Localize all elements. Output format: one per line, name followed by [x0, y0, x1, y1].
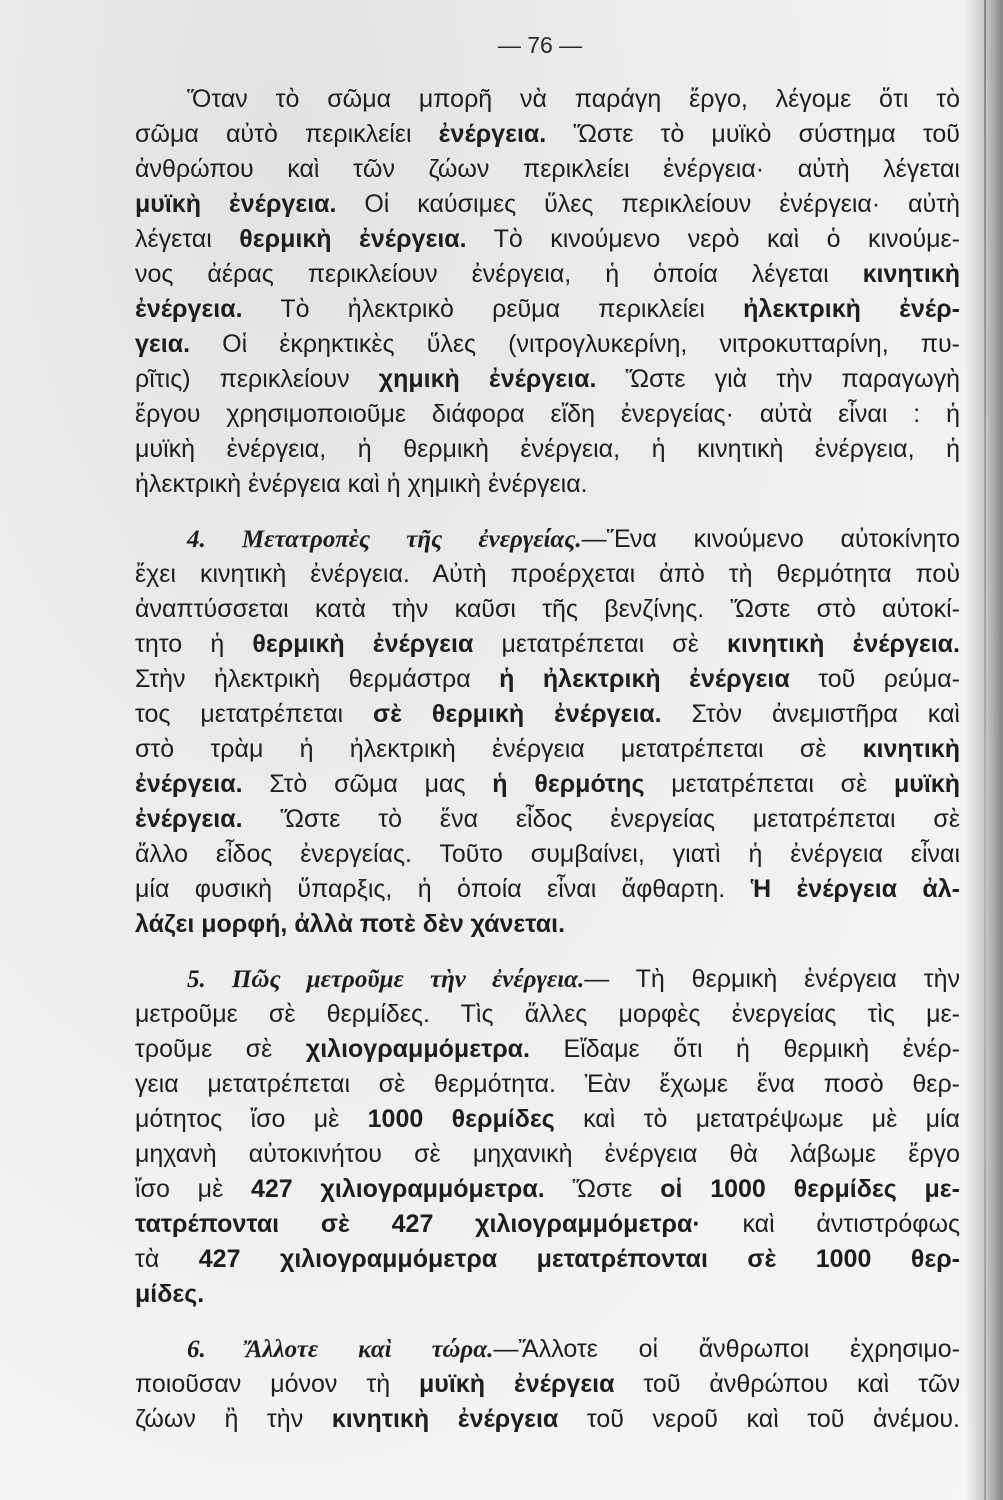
emphasized-term: κινητικὴ: [862, 735, 960, 763]
emphasized-term: ἡ θερμότης: [492, 770, 645, 798]
page-number: — 76 —: [497, 32, 583, 58]
text-run: μετατρέπεται σὲ: [644, 770, 894, 798]
text-line: [135, 1402, 960, 1437]
paragraph-2: [135, 522, 960, 942]
text-line: [135, 1102, 960, 1137]
text-run: ζώων ἢ τὴν: [135, 1405, 332, 1433]
text-run: μυϊκὴ ἐνέργεια, ἡ θερμικὴ ἐνέργεια, ἡ κινητικὴ ἐνέργεια, ἡ: [135, 435, 960, 463]
binding-edge-shadow: [984, 0, 986, 1500]
emphasized-term: θερμικὴ ἐνέργεια.: [239, 225, 467, 253]
emphasized-term: οἱ 1000 θερμίδες με-: [660, 1175, 960, 1203]
text-line: [135, 997, 960, 1032]
emphasized-term: 427 χιλιογραμμόμετρα μετατρέπονται σὲ 1000 θερ-: [198, 1245, 960, 1273]
text-run: Οἱ καύσιμες ὕλες περικλείουν ἐνέργεια· αὐτὴ: [336, 190, 960, 218]
emphasized-term: ἐνέργεια.: [135, 770, 243, 798]
text-line: [135, 1332, 960, 1367]
text-run: μία φυσικὴ ὕπαρξις, ἡ ὁποία εἶναι ἄφθαρτη.: [135, 875, 751, 903]
emphasized-term: ἡ ἠλεκτρικὴ ἐνέργεια: [499, 665, 790, 693]
text-run: μετροῦμε σὲ θερμίδες. Τὶς ἄλλες μορφὲς ἐνεργείας τὶς με-: [135, 1000, 960, 1028]
text-run: ἠλεκτρικὴ ἐνέργεια καὶ ἡ χημικὴ ἐνέργεια.: [135, 470, 588, 498]
section-heading: 5. Πῶς μετροῦμε τὴν ἐνέργεια.: [187, 966, 585, 993]
text-run: Τὸ ἠλεκτρικὸ ρεῦμα περικλείει: [242, 295, 744, 323]
text-line: [135, 872, 960, 907]
emphasized-term: κινητικὴ: [862, 260, 960, 288]
text-line: [135, 117, 960, 152]
text-line: [135, 1277, 960, 1312]
text-line: [135, 907, 960, 942]
emphasized-term: Ἡ ἐνέργεια ἀλ-: [750, 875, 960, 903]
text-line: [135, 1172, 960, 1207]
text-line: [135, 962, 960, 997]
text-line: [135, 1067, 960, 1102]
text-run: Στὸν ἀνεμιστῆρα καὶ: [661, 700, 960, 728]
text-line: [135, 432, 960, 467]
text-run: Ὅταν τὸ σῶμα μπορῆ νὰ παράγη ἔργο, λέγομε ὅτι τὸ: [187, 85, 960, 113]
text-run: Τὸ κινούμενο νερὸ καὶ ὁ κινούμε-: [466, 225, 960, 253]
paragraph-4: [135, 1332, 960, 1437]
text-run: τοῦ νεροῦ καὶ τοῦ ἀνέμου.: [558, 1405, 960, 1433]
text-run: μότητος ἴσο μὲ: [135, 1105, 368, 1133]
emphasized-term: κινητικὴ ἐνέργεια: [331, 1405, 559, 1433]
text-line: [135, 397, 960, 432]
section-heading: 4. Μετατροπὲς τῆς ἐνεργείας.: [187, 526, 582, 553]
text-run: Εἴδαμε ὅτι ἡ θερμικὴ ἐνέρ-: [530, 1035, 960, 1063]
text-run: ποιοῦσαν μόνον τὴ: [135, 1370, 419, 1398]
text-line: [135, 152, 960, 187]
emphasized-term: τατρέπονται σὲ 427 χιλιογραμμόμετρα·: [135, 1210, 701, 1238]
text-line: [135, 837, 960, 872]
text-run: Στὸ σῶμα μας: [242, 770, 493, 798]
emphasized-term: θερμικὴ ἐνέργεια: [252, 630, 474, 658]
text-run: ἀναπτύσσεται κατὰ τὴν καῦσι τῆς βενζίνης. Ὥστε στὸ αὐτοκί-: [135, 595, 960, 623]
emphasized-term: ἐνέργεια.: [135, 805, 243, 833]
text-line: [135, 627, 960, 662]
text-line: [135, 362, 960, 397]
text-run: γεια μετατρέπεται σὲ θερμότητα. Ἐὰν ἔχωμε ἕνα ποσὸ θερ-: [135, 1070, 960, 1098]
text-line: [135, 557, 960, 592]
text-run: Στὴν ἠλεκτρικὴ θερμάστρα: [135, 665, 500, 693]
text-run: ἀνθρώπου καὶ τῶν ζώων περικλείει ἐνέργεια· αὐτὴ λέγεται: [135, 155, 960, 183]
emphasized-term: ἐνέργεια.: [438, 120, 547, 148]
text-line: [135, 292, 960, 327]
text-line: [135, 257, 960, 292]
text-line: [135, 222, 960, 257]
emphasized-term: μίδες.: [135, 1280, 205, 1308]
emphasized-term: 1000 θερμίδες: [367, 1105, 555, 1133]
emphasized-term: σὲ θερμικὴ ἐνέργεια.: [372, 700, 662, 728]
text-line: [135, 732, 960, 767]
text-run: στὸ τρὰμ ἡ ἠλεκτρικὴ ἐνέργεια μετατρέπεται σὲ: [135, 735, 863, 763]
text-run: Ὥστε: [544, 1175, 661, 1203]
text-run: —Ἄλλοτε οἱ ἄνθρωποι ἐχρησιμο-: [493, 1335, 960, 1363]
emphasized-term: μυϊκὴ: [893, 770, 960, 798]
text-run: τητο ἡ: [135, 630, 253, 658]
text-line: [135, 592, 960, 627]
text-run: τοῦ ρεύμα-: [789, 665, 960, 693]
text-line: [135, 1032, 960, 1067]
text-run: τὰ: [135, 1245, 199, 1273]
text-run: Ὥστε τὸ μυϊκὸ σύστημα τοῦ: [546, 120, 960, 148]
section-heading: 6. Ἄλλοτε καὶ τώρα.: [187, 1336, 494, 1363]
text-run: σῶμα αὐτὸ περικλείει: [135, 120, 439, 148]
text-run: καὶ τὸ μετατρέψωμε μὲ μία: [554, 1105, 961, 1133]
text-line: [135, 1367, 960, 1402]
text-line: [135, 82, 960, 117]
text-run: Οἱ ἐκρηκτικὲς ὕλες (νιτρογλυκερίνη, νιτροκυτταρίνη, πυ-: [190, 330, 960, 358]
emphasized-term: μυϊκὴ ἐνέργεια.: [135, 190, 337, 218]
text-line: [135, 662, 960, 697]
text-run: Ὥστε τὸ ἕνα εἶδος ἐνεργείας μετατρέπεται σὲ: [242, 805, 960, 833]
text-line: [135, 767, 960, 802]
text-line: [135, 1137, 960, 1172]
paragraph-1: [135, 82, 960, 502]
body-text: [135, 82, 960, 1437]
emphasized-term: χημικὴ ἐνέργεια.: [378, 365, 597, 393]
text-line: [135, 697, 960, 732]
text-run: τοῦ ἀνθρώπου καὶ τῶν: [614, 1370, 960, 1398]
text-run: μηχανὴ αὐτοκινήτου σὲ μηχανικὴ ἐνέργεια θὰ λάβωμε ἔργο: [135, 1140, 960, 1168]
emphasized-term: κινητικὴ ἐνέργεια.: [726, 630, 961, 658]
text-run: ἴσο μὲ: [135, 1175, 251, 1203]
emphasized-term: 427 χιλιογραμμόμετρα.: [251, 1175, 545, 1203]
emphasized-term: γεια.: [135, 330, 191, 358]
emphasized-term: λάζει μορφή, ἀλλὰ ποτὲ δὲν χάνεται.: [135, 910, 566, 938]
emphasized-term: ἠλεκτρικὴ ἐνέρ-: [743, 295, 960, 323]
text-line: [135, 187, 960, 222]
text-line: [135, 522, 960, 557]
emphasized-term: χιλιογραμμόμετρα.: [305, 1035, 531, 1063]
text-run: ἔργου χρησιμοποιοῦμε διάφορα εἴδη ἐνεργείας· αὐτὰ εἶναι : ἡ: [135, 400, 960, 428]
text-run: λέγεται: [135, 225, 240, 253]
text-line: [135, 467, 960, 502]
text-run: τος μετατρέπεται: [135, 700, 373, 728]
emphasized-term: ἐνέργεια.: [135, 295, 243, 323]
text-run: νος ἀέρας περικλείουν ἐνέργεια, ἡ ὁποία λέγεται: [135, 260, 863, 288]
text-run: καὶ ἀντιστρόφως: [700, 1210, 961, 1238]
paragraph-3: [135, 962, 960, 1312]
emphasized-term: μυϊκὴ ἐνέργεια: [419, 1370, 615, 1398]
text-line: [135, 802, 960, 837]
text-run: μετατρέπεται σὲ: [473, 630, 727, 658]
text-run: ἔχει κινητικὴ ἐνέργεια. Αὐτὴ προέρχεται ἀπὸ τὴ θερμότητα ποὺ: [135, 560, 960, 588]
text-run: —Ἕνα κινούμενο αὐτοκίνητο: [581, 525, 960, 553]
text-run: Ὥστε γιὰ τὴν παραγωγὴ: [596, 365, 961, 393]
text-line: [135, 1242, 960, 1277]
text-line: [135, 1207, 960, 1242]
text-line: [135, 327, 960, 362]
text-run: — Τὴ θερμικὴ ἐνέργεια τὴν: [584, 965, 960, 993]
text-run: ρῖτις) περικλείουν: [135, 365, 379, 393]
text-run: ἄλλο εἶδος ἐνεργείας. Τοῦτο συμβαίνει, γιατὶ ἡ ἐνέργεια εἶναι: [135, 840, 960, 868]
text-run: τροῦμε σὲ: [135, 1035, 306, 1063]
